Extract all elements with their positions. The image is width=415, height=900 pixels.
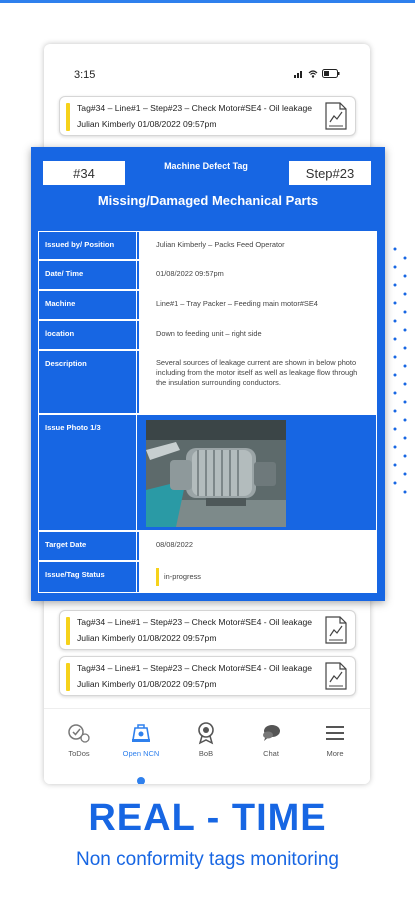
top-accent-line (0, 0, 415, 3)
todos-icon (67, 722, 91, 744)
status-cell (139, 562, 376, 592)
tag-header: Machine Defect Tag (164, 161, 248, 171)
nav-label: More (326, 749, 344, 758)
decorative-dots (390, 245, 414, 505)
tag-card-meta: Julian Kimberly 01/08/2022 09:57pm (77, 679, 217, 689)
nav-more[interactable] (305, 721, 365, 758)
tag-card-meta: Julian Kimberly 01/08/2022 09:57pm (77, 119, 217, 129)
row-label: Issue/Tag Status (39, 562, 137, 592)
nav-label: Chat (263, 749, 279, 758)
document-chart-icon (325, 102, 347, 130)
nav-label: ToDos (68, 749, 90, 758)
row-label: location (39, 321, 137, 349)
priority-bar (66, 663, 70, 691)
tag-card-title: Tag#34 – Line#1 – Step#23 – Check Motor#SE4 - Oil leakage (77, 617, 313, 627)
nav-bob[interactable] (176, 721, 236, 758)
bob-icon (195, 721, 217, 745)
row-value: 08/08/2022 (139, 532, 376, 560)
document-chart-icon (325, 616, 347, 644)
row-value: Line#1 – Tray Packer – Feeding main motor#SE4 (139, 291, 376, 319)
status-bar-indicator (156, 568, 159, 586)
status-value: in-progress (164, 572, 201, 581)
row-value: Several sources of leakage current are shown in below photo including from the motor itself as well as leakage flow through the insulation surrounding conductors. (139, 351, 376, 413)
row-issue-photo (38, 414, 377, 531)
battery-icon (322, 69, 340, 78)
row-location (38, 320, 377, 350)
row-label: Issued by/ Position (39, 232, 137, 259)
row-label: Target Date (39, 532, 137, 560)
nav-label: BoB (198, 749, 214, 758)
tag-card[interactable] (59, 610, 356, 650)
active-indicator (137, 777, 145, 784)
row-value: Julian Kimberly – Packs Feed Operator (139, 232, 376, 259)
subheadline: Non conformity tags monitoring (76, 849, 339, 870)
tag-card-title: Tag#34 – Line#1 – Step#23 – Check Motor#SE4 - Oil leakage (77, 663, 313, 673)
open-ncn-icon (129, 722, 153, 744)
tag-title: Missing/Damaged Mechanical Parts (97, 193, 319, 208)
status-time: 3:15 (74, 69, 96, 81)
tag-card[interactable] (59, 656, 356, 696)
status-icons (294, 69, 340, 78)
motor-photo-image (146, 420, 286, 527)
signal-icon (294, 70, 304, 78)
row-label: Description (39, 351, 137, 413)
bottom-nav (44, 708, 370, 784)
priority-bar (66, 103, 70, 131)
chat-icon (260, 722, 282, 744)
tag-card-title: Tag#34 – Line#1 – Step#23 – Check Motor#SE4 - Oil leakage (77, 103, 313, 113)
row-label: Date/ Time (39, 261, 137, 289)
status-bar (44, 66, 370, 86)
row-machine (38, 290, 377, 320)
photo-cell (139, 415, 376, 530)
nav-open-ncn[interactable] (111, 721, 171, 758)
row-value: Down to feeding unit – right side (139, 321, 376, 349)
tag-card[interactable] (59, 96, 356, 136)
row-label: Machine (39, 291, 137, 319)
nav-label: Open NCN (122, 749, 160, 758)
headline: REAL - TIME (88, 797, 327, 839)
row-description (38, 350, 377, 414)
menu-icon (325, 724, 345, 742)
row-value: 01/08/2022 09:57pm (139, 261, 376, 289)
row-datetime (38, 260, 377, 290)
row-status (38, 561, 377, 593)
priority-bar (66, 617, 70, 645)
row-issued-by (38, 231, 377, 260)
tag-number: #34 (43, 161, 125, 185)
tag-step: Step#23 (289, 161, 371, 185)
row-target-date (38, 531, 377, 561)
tag-card-meta: Julian Kimberly 01/08/2022 09:57pm (77, 633, 217, 643)
wifi-icon (308, 70, 318, 78)
nav-chat[interactable] (241, 721, 301, 758)
issue-photo[interactable] (146, 420, 286, 527)
document-chart-icon (325, 662, 347, 690)
row-label: Issue Photo 1/3 (39, 415, 137, 530)
nav-todos[interactable] (49, 721, 109, 758)
defect-tag-panel (31, 147, 385, 601)
